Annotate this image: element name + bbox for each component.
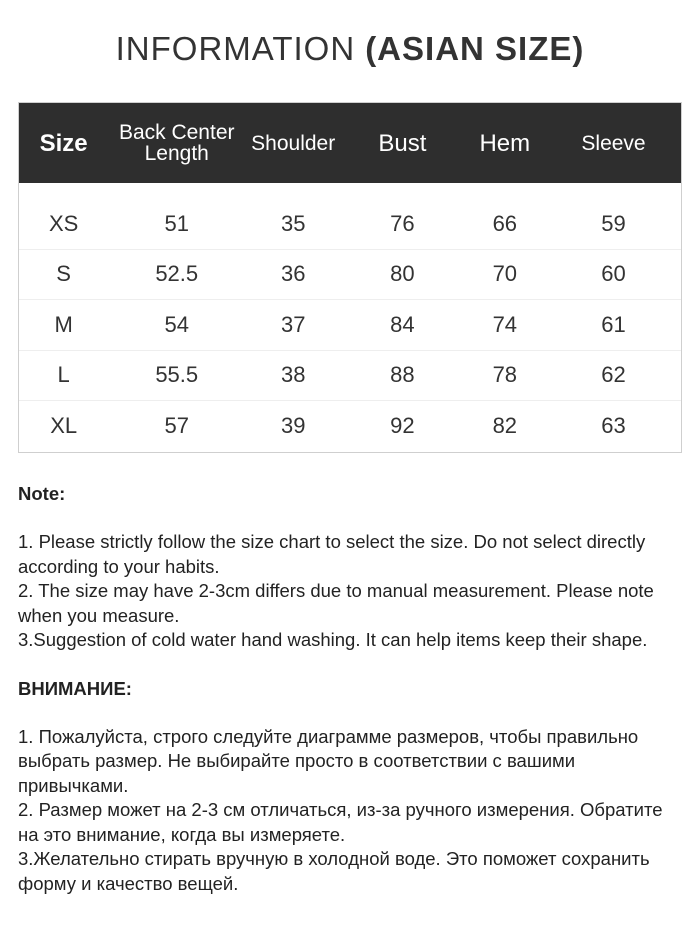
note-list (18, 530, 682, 653)
header-back-center-length: Back Center Length (118, 121, 235, 165)
cell-size: XS (48, 210, 79, 236)
cell-size: S (56, 261, 71, 287)
cell-sleeve: 60 (601, 261, 626, 287)
cell-hem: 82 (492, 413, 518, 439)
cell-sleeve: 63 (601, 413, 626, 439)
cell-hem: 66 (492, 210, 518, 236)
table-row (19, 250, 681, 301)
cell-hem: 74 (492, 311, 518, 337)
table-row (19, 351, 681, 402)
header-bust: Bust (378, 129, 427, 157)
cell-bust: 88 (390, 362, 415, 388)
cell-shoulder: 39 (280, 413, 306, 439)
title-asian-size: (ASIAN SIZE) (365, 30, 585, 67)
cell-shoulder: 38 (280, 362, 306, 388)
table-body (19, 183, 681, 452)
note-item: 2. The size may have 2-3cm differs due to manual measurement. Please note when you measure. (18, 580, 654, 626)
cell-shoulder: 35 (280, 210, 306, 236)
cell-sleeve: 59 (601, 210, 626, 236)
note-item: 1. Please strictly follow the size chart to select the size. Do not select directly according to your habits. (18, 531, 646, 577)
cell-sleeve: 62 (601, 362, 626, 388)
note-item: 3.Suggestion of cold water hand washing. It can help items keep their shape. (18, 629, 648, 650)
header-shoulder: Shoulder (251, 131, 336, 155)
header-sleeve: Sleeve (581, 131, 646, 155)
cell-back-center-length: 54 (164, 311, 189, 337)
header-size: Size (39, 129, 88, 157)
note-heading-ru: ВНИМАНИЕ: (18, 677, 132, 699)
cell-size: XL (50, 413, 78, 439)
cell-back-center-length: 57 (164, 413, 189, 439)
note-list-ru (18, 725, 682, 897)
cell-shoulder: 37 (280, 311, 306, 337)
cell-bust: 92 (390, 413, 415, 439)
note-heading: Note: (18, 483, 66, 504)
cell-hem: 70 (492, 261, 518, 287)
title-information: INFORMATION (115, 30, 356, 67)
cell-back-center-length: 55.5 (155, 362, 199, 388)
cell-size: M (54, 311, 73, 337)
note-item-ru: 2. Размер может на 2-3 см отличаться, из-за ручного измерения. Обратите на это внимание, когда вы измеряете. (18, 799, 663, 845)
cell-back-center-length: 51 (164, 210, 189, 236)
note-item-ru: 1. Пожалуйста, строго следуйте диаграмме размеров, чтобы правильно выбрать размер. Не выбирайте просто в соответствии с вашими привычками. (18, 725, 639, 796)
notes-section (18, 482, 682, 896)
notes-ru-section (18, 677, 682, 897)
table-row (19, 401, 681, 452)
cell-bust: 80 (390, 261, 415, 287)
cell-shoulder: 36 (280, 261, 306, 287)
cell-sleeve: 61 (601, 311, 626, 337)
cell-back-center-length: 52.5 (155, 261, 199, 287)
cell-hem: 78 (492, 362, 518, 388)
cell-bust: 84 (390, 311, 415, 337)
cell-bust: 76 (390, 210, 415, 236)
table-header-row (19, 103, 681, 183)
cell-size: L (57, 362, 70, 388)
size-chart-table (18, 102, 682, 453)
header-hem: Hem (479, 129, 531, 157)
table-row (19, 300, 681, 351)
page-title (0, 30, 700, 68)
table-row (19, 199, 681, 250)
note-item-ru: 3.Желательно стирать вручную в холодной воде. Это поможет сохранить форму и качество вещей. (18, 848, 650, 894)
